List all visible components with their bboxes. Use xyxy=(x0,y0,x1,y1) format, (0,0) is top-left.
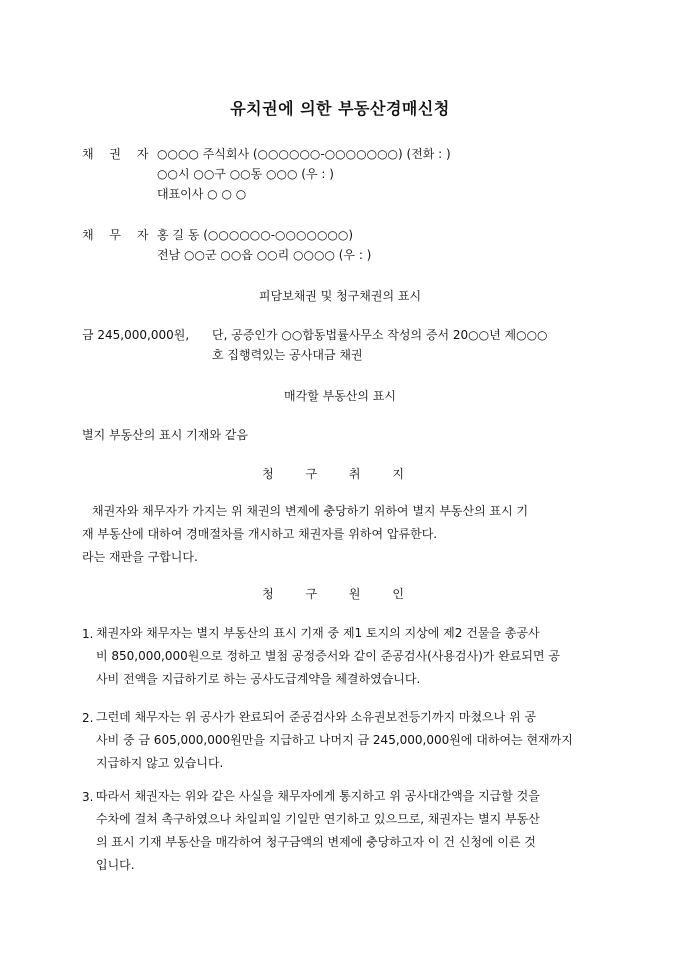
cause-line: 사비 전액을 지급하기로 하는 공사도급계약을 체결하였습니다. xyxy=(96,672,421,686)
creditor-representative: 대표이사 ○ ○ ○ xyxy=(157,187,247,201)
creditor-label: 채 권 자 xyxy=(82,147,155,161)
cause-line: 비 850,000,000원으로 정하고 별첨 공정증서와 같이 준공검사(사용검사)가 완료되면 공 xyxy=(96,649,560,663)
cause-heading: 청 구 원 인 xyxy=(262,587,418,601)
claim-amount: 금 245,000,000원, xyxy=(82,328,190,342)
cause-line: 사비 중 금 605,000,000원만을 지급하고 나머지 금 245,000,000원에 대하여는 현재까지 xyxy=(96,733,573,747)
cause-line: 채권자와 채무자는 별지 부동산의 표시 기재 중 제1 토지의 지상에 제2 건물을 총공사 xyxy=(96,626,540,640)
purpose-line: 라는 재판을 구합니다. xyxy=(82,550,198,564)
creditor-name: ○○○○ 주식회사 (○○○○○○-○○○○○○○) (전화 : ) xyxy=(157,147,451,161)
cause-2-text xyxy=(96,706,573,775)
cause-3-number: 3. xyxy=(82,790,94,804)
cause-1-text xyxy=(96,622,560,691)
purpose-line: 채권자와 채무자가 가지는 위 채권의 변제에 충당하기 위하여 별지 부동산의 표시 기 xyxy=(92,504,529,518)
cause-line: 수차에 걸쳐 촉구하였으나 차일피일 기일만 연기하고 있으므로, 채권자는 별지 부동산 xyxy=(96,812,540,826)
purpose-paragraph xyxy=(82,500,528,569)
property-text: 별지 부동산의 표시 기재와 같음 xyxy=(82,428,248,442)
debtor-address: 전남 ○○군 ○○읍 ○○리 ○○○○ (우 : ) xyxy=(157,248,372,262)
purpose-heading: 청 구 취 지 xyxy=(262,467,418,481)
cause-line: 지급하지 않고 있습니다. xyxy=(96,756,224,770)
cause-line: 따라서 채권자는 위와 같은 사실을 채무자에게 통지하고 위 공사대간액을 지급할 것을 xyxy=(96,789,540,803)
cause-2-number: 2. xyxy=(82,711,94,725)
cause-1-number: 1. xyxy=(82,627,94,641)
cause-3-text xyxy=(96,785,540,877)
debtor-label: 채 무 자 xyxy=(82,228,155,242)
cause-line: 입니다. xyxy=(96,858,135,872)
claim-description-line1: 단, 공증인가 ○○합동법률사무소 작성의 증서 20○○년 제○○○ xyxy=(212,328,548,342)
claim-heading: 피담보채권 및 청구채권의 표시 xyxy=(258,289,422,303)
purpose-line: 재 부동산에 대하여 경매절차를 개시하고 채권자를 위하여 압류한다. xyxy=(82,527,438,541)
debtor-name: 홍 길 동 (○○○○○○-○○○○○○○) xyxy=(157,228,354,242)
claim-description-line2: 호 집행력있는 공사대금 채권 xyxy=(212,348,363,362)
cause-line: 그런데 채무자는 위 공사가 완료되어 준공검사와 소유권보전등기까지 마쳤으나 위 공 xyxy=(96,710,537,724)
property-heading: 매각할 부동산의 표시 xyxy=(284,389,396,403)
page-title: 유치권에 의한 부동산경매신청 xyxy=(230,99,450,118)
cause-line: 의 표시 기재 부동산을 매각하여 청구금액의 변제에 충당하고자 이 건 신청에 이른 것 xyxy=(96,835,536,849)
creditor-address: ○○시 ○○구 ○○동 ○○○ (우 : ) xyxy=(157,167,334,181)
